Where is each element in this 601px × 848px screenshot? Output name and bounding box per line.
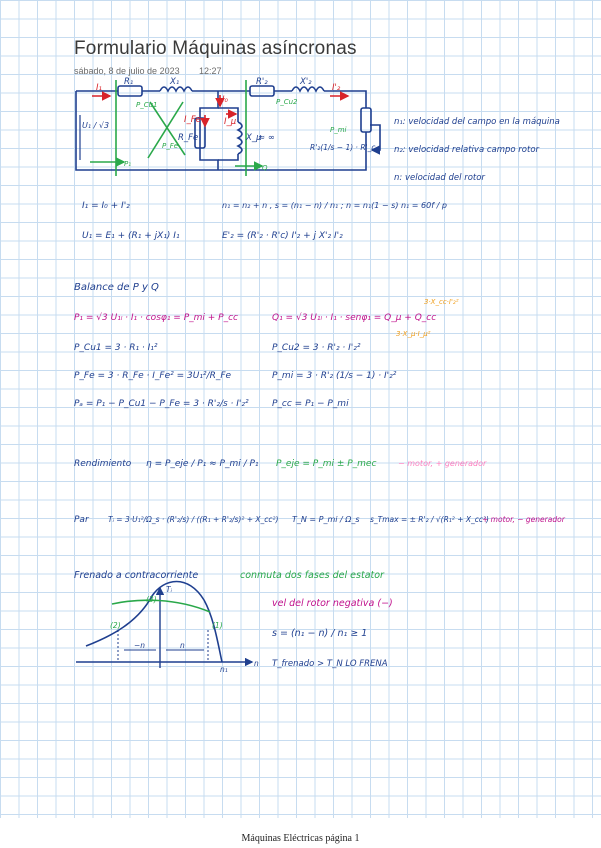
- torque-note: + motor, − generador: [482, 515, 565, 524]
- braking-vel: vel del rotor negativa (−): [272, 598, 393, 609]
- balance-pa: Pₐ = P₁ − P_Cu1 − P_Fe = 3 · R'₂/s · I'₂²: [74, 399, 249, 409]
- power-balance: [74, 282, 459, 409]
- graph-point-1: (1): [212, 621, 223, 630]
- label-i2p: I'₂: [332, 83, 341, 93]
- label-ife: I_Fe: [184, 115, 201, 125]
- label-pcu2: P_Cu2: [276, 98, 298, 106]
- label-x1: X₁: [170, 77, 180, 87]
- graph-segment-a: −n: [134, 641, 146, 650]
- balance-pmi: P_mi = 3 · R'₂ (1/s − 1) · I'₂²: [272, 371, 397, 381]
- braking-result: T_frenado > T_N LO FRENA: [272, 659, 388, 669]
- label-r1: R₁: [124, 77, 134, 87]
- label-p1-arrow: P₁: [124, 160, 132, 168]
- label-xmu-note: ≈ ∞: [258, 133, 275, 143]
- balance-q-note-bottom: 3·X_μ·I_μ²: [396, 330, 431, 338]
- braking-section: [74, 570, 393, 669]
- balance-q1: Q₁ = √3 U₁ₗ · I₁ · senφ₁ = Q_μ + Q_cc: [272, 313, 437, 323]
- label-x2p: X'₂: [300, 77, 312, 87]
- page-date: sábado, 8 de julio de 2023: [74, 66, 180, 76]
- torque-stmax: s_Tmax = ± R'₂ / √(R₁² + X_cc²): [370, 515, 489, 524]
- balance-pfe: P_Fe = 3 · R_Fe · I_Fe² = 3U₁²/R_Fe: [74, 371, 232, 381]
- label-imu: I_μ: [224, 117, 237, 127]
- legend-n: n: velocidad del rotor: [394, 173, 485, 183]
- torque-label: Par: [74, 515, 89, 525]
- efficiency-note: − motor, + generador: [398, 459, 487, 468]
- balance-pcu2: P_Cu2 = 3 · R'₂ · I'₂²: [272, 343, 361, 353]
- label-source: U₁ / √3: [82, 121, 110, 130]
- graph-point-3: (3): [146, 595, 157, 604]
- efficiency-label: Rendimiento: [74, 459, 132, 469]
- torque-section: [74, 515, 566, 525]
- basic-equations: [82, 201, 447, 241]
- torque-ti: Tᵢ = 3·U₁²/Ω_s · (R'₂/s) / ((R₁ + R'₂/s)² + X_cc²): [108, 515, 279, 524]
- graph-axis-n1: n₁: [220, 665, 228, 674]
- braking-slip: s = (n₁ − n) / n₁ ≥ 1: [272, 628, 368, 639]
- balance-q-note-top: 3·X_cc·I'₂²: [424, 298, 459, 306]
- graph-axis-t: Tᵢ: [166, 585, 172, 594]
- graph-axis-n: n: [254, 659, 259, 668]
- balance-heading: Balance de P y Q: [74, 282, 159, 293]
- page-title: Formulario Máquinas asíncronas: [74, 38, 357, 59]
- label-load: R'₂(1/s − 1) · R'_c: [310, 143, 376, 152]
- graph-labels: [110, 585, 259, 674]
- label-r2p: R'₂: [256, 77, 268, 87]
- eq-speeds: n₁ = n₂ + n , s = (n₁ − n) / n₁ ; n = n₁(1 − s) n₁ = 60f / p: [222, 201, 447, 210]
- legend-n1: n₁: velocidad del campo en la máquina: [394, 117, 560, 127]
- label-pmi: P_mi: [330, 126, 347, 134]
- torque-speed-graph: [76, 582, 252, 669]
- eq-u1: U₁ = E₁ + (R₁ + jX₁) I₁: [82, 231, 180, 241]
- label-pfe: P_Fe: [162, 142, 179, 150]
- label-i1: I₁: [96, 83, 102, 93]
- legend-n2: n₂: velocidad relativa campo rotor: [394, 145, 540, 155]
- torque-tn: T_N = P_mi / Ω_s: [292, 515, 360, 524]
- label-i0: I₀: [222, 95, 228, 105]
- efficiency-formula: η = P_eje / P₁ ≈ P_mi / P₁: [146, 459, 259, 469]
- efficiency-section: [74, 459, 487, 469]
- graph-point-2: (2): [110, 621, 121, 630]
- label-xmu: X_μ: [246, 133, 262, 143]
- page-time: 12:27: [199, 66, 222, 76]
- braking-subheading: conmuta dos fases del estator: [240, 570, 384, 581]
- balance-p1: P₁ = √3 U₁ₗ · I₁ · cosφ₁ = P_mi + P_cc: [74, 313, 238, 323]
- current-arrows: [92, 95, 348, 126]
- balance-pcu1: P_Cu1 = 3 · R₁ · I₁²: [74, 343, 158, 353]
- eq-e2: E'₂ = (R'₂ · R'c) I'₂ + j X'₂ I'₂: [222, 231, 343, 241]
- graph-segment-b: n: [180, 641, 185, 650]
- balance-pcc: P_cc = P₁ − P_mi: [272, 399, 349, 409]
- page-footer: Máquinas Eléctricas página 1: [241, 833, 360, 844]
- label-rfe: R_Fe: [178, 133, 199, 143]
- efficiency-peje: P_eje = P_mi ± P_mec: [276, 459, 377, 469]
- speed-legend: [394, 117, 560, 183]
- label-pcu1: P_Cu1: [136, 101, 158, 109]
- eq-i1: I₁ = I₀ + I'₂: [82, 201, 130, 211]
- label-q-arrow: Q: [262, 164, 268, 172]
- braking-heading: Frenado a contracorriente: [74, 570, 199, 581]
